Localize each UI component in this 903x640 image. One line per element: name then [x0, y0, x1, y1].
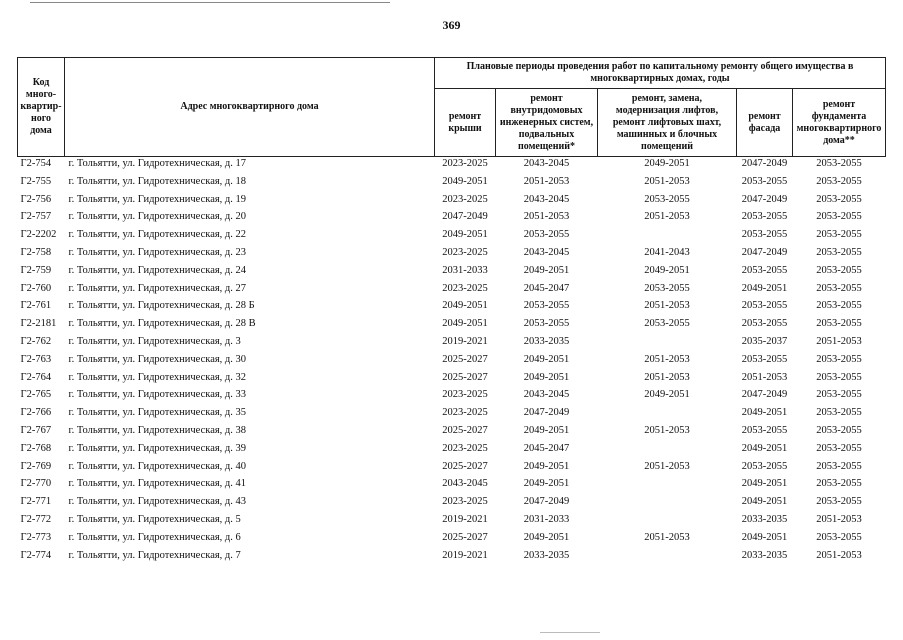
- cell-address: г. Тольятти, ул. Гидротехническая, д. 20: [68, 211, 247, 223]
- cell-code: Г2-773: [20, 531, 52, 543]
- cell-code: Г2-759: [20, 264, 52, 276]
- cell-lifts: 2051-2053: [644, 460, 690, 472]
- cell-address: г. Тольятти, ул. Гидротехническая, д. 19: [68, 193, 247, 205]
- cell-foundation: 2053-2055: [816, 424, 862, 436]
- cell-roof: 2023-2025: [442, 246, 488, 258]
- cell-lifts: 2041-2043: [644, 246, 690, 258]
- table-row: [18, 388, 886, 406]
- cell-systems: 2045-2047: [523, 282, 570, 294]
- cell-code: Г2-761: [20, 300, 52, 312]
- table-row: [18, 460, 886, 478]
- cell-systems: 2049-2051: [523, 353, 570, 365]
- cell-lifts: 2049-2051: [598, 157, 737, 175]
- cell-address: г. Тольятти, ул. Гидротехническая, д. 40: [68, 460, 247, 472]
- cell-lifts: 2051-2053: [644, 353, 690, 365]
- cell-facade: 2047-2049: [741, 246, 788, 258]
- cell-address: г. Тольятти, ул. Гидротехническая, д. 43: [68, 496, 247, 508]
- cell-foundation: 2053-2055: [816, 282, 862, 294]
- cell-facade: 2053-2055: [741, 353, 788, 365]
- cell-roof: 2031-2033: [442, 264, 488, 276]
- cell-lifts: 2049-2051: [644, 389, 690, 401]
- header-periods: Плановые периоды проведения работ по капитальному ремонту общего имущества в многоквартирных домах, годы: [435, 58, 886, 89]
- header-systems: ремонт внутридомовых инженерных систем, подвальных помещений*: [496, 89, 598, 157]
- page-number: 369: [442, 18, 461, 32]
- cell-systems: 2049-2051: [523, 264, 570, 276]
- table-row: [18, 531, 886, 549]
- table-row: [18, 513, 886, 531]
- cell-systems: 2053-2055: [523, 229, 570, 241]
- cell-roof: 2049-2051: [442, 175, 488, 187]
- cell-roof: 2025-2027: [442, 460, 488, 472]
- cell-roof: 2019-2021: [442, 335, 488, 347]
- cell-lifts: 2051-2053: [644, 211, 690, 223]
- cell-facade: 2033-2035: [741, 549, 788, 561]
- cell-lifts: 2051-2053: [644, 531, 690, 543]
- cell-systems: 2043-2045: [496, 157, 598, 175]
- bottom-mark: [540, 632, 600, 633]
- cell-systems: 2043-2045: [523, 193, 570, 205]
- cell-facade: 2051-2053: [741, 371, 788, 383]
- header-facade: ремонт фасада: [737, 89, 793, 157]
- cell-foundation: 2053-2055: [816, 478, 862, 490]
- cell-code: Г2-772: [20, 513, 52, 525]
- cell-roof: 2023-2025: [442, 407, 488, 419]
- cell-facade: 2053-2055: [741, 300, 788, 312]
- cell-lifts: [598, 549, 737, 567]
- cell-lifts: [598, 495, 737, 513]
- cell-code: Г2-770: [20, 478, 52, 490]
- cell-address: г. Тольятти, ул. Гидротехническая, д. 28 В: [68, 318, 256, 330]
- cell-roof: 2019-2021: [442, 549, 488, 561]
- cell-lifts: 2053-2055: [644, 318, 690, 330]
- cell-foundation: 2053-2055: [816, 389, 862, 401]
- cell-code: Г2-763: [20, 353, 52, 365]
- cell-foundation: 2053-2055: [816, 246, 862, 258]
- table-row: [18, 353, 886, 371]
- cell-roof: 2049-2051: [442, 318, 488, 330]
- cell-roof: 2025-2027: [442, 424, 488, 436]
- cell-roof: 2023-2025: [442, 282, 488, 294]
- cell-facade: 2047-2049: [741, 193, 788, 205]
- cell-facade: 2053-2055: [741, 460, 788, 472]
- cell-code: Г2-774: [20, 549, 52, 561]
- cell-address: г. Тольятти, ул. Гидротехническая, д. 33: [68, 389, 247, 401]
- table-row: [18, 157, 886, 175]
- cell-systems: 2043-2045: [523, 246, 570, 258]
- cell-address: г. Тольятти, ул. Гидротехническая, д. 27: [68, 282, 247, 294]
- cell-lifts: [598, 228, 737, 246]
- cell-roof: 2049-2051: [442, 229, 488, 241]
- cell-code: Г2-764: [20, 371, 52, 383]
- table-row: [18, 193, 886, 211]
- cell-code: Г2-758: [20, 246, 52, 258]
- cell-lifts: 2051-2053: [644, 371, 690, 383]
- cell-facade: 2035-2037: [741, 335, 788, 347]
- table-row: [18, 228, 886, 246]
- table-row: [18, 442, 886, 460]
- table-row: [18, 424, 886, 442]
- cell-facade: 2053-2055: [741, 264, 788, 276]
- cell-facade: 2053-2055: [741, 175, 788, 187]
- cell-roof: 2023-2025: [442, 193, 488, 205]
- cell-lifts: 2051-2053: [644, 424, 690, 436]
- table-row: [18, 406, 886, 424]
- cell-facade: 2033-2035: [741, 513, 788, 525]
- cell-code: Г2-760: [20, 282, 52, 294]
- cell-systems: 2053-2055: [523, 300, 570, 312]
- table-row: [18, 335, 886, 353]
- header-roof: ремонт крыши: [435, 89, 496, 157]
- cell-address: г. Тольятти, ул. Гидротехническая, д. 28 Б: [68, 300, 255, 312]
- cell-facade: 2049-2051: [741, 442, 788, 454]
- cell-address: г. Тольятти, ул. Гидротехническая, д. 23: [68, 246, 247, 258]
- cell-foundation: 2053-2055: [816, 442, 862, 454]
- cell-roof: 2025-2027: [442, 371, 488, 383]
- cell-code: Г2-754: [18, 157, 65, 175]
- cell-foundation: 2053-2055: [793, 157, 886, 175]
- cell-facade: 2049-2051: [741, 407, 788, 419]
- cell-lifts: 2053-2055: [644, 282, 690, 294]
- cell-roof: 2049-2051: [442, 300, 488, 312]
- header-lifts: ремонт, замена, модернизация лифтов, ремонт лифтовых шахт, машинных и блочных помещений: [598, 89, 737, 157]
- top-rule: [30, 2, 390, 3]
- cell-systems: 2049-2051: [523, 371, 570, 383]
- cell-lifts: [598, 335, 737, 353]
- cell-foundation: 2053-2055: [816, 318, 862, 330]
- cell-lifts: 2049-2051: [644, 264, 690, 276]
- header-code: Код много-квартир-ного дома: [18, 58, 65, 157]
- table-row: [18, 549, 886, 567]
- cell-foundation: 2053-2055: [816, 407, 862, 419]
- cell-address: г. Тольятти, ул. Гидротехническая, д. 41: [68, 478, 247, 490]
- cell-systems: 2051-2053: [523, 175, 570, 187]
- cell-systems: 2031-2033: [523, 513, 570, 525]
- cell-facade: 2049-2051: [741, 478, 788, 490]
- cell-address: г. Тольятти, ул. Гидротехническая, д. 24: [68, 264, 247, 276]
- cell-foundation: 2051-2053: [816, 513, 862, 525]
- cell-code: Г2-762: [20, 335, 52, 347]
- cell-foundation: 2053-2055: [816, 229, 862, 241]
- cell-roof: 2019-2021: [442, 513, 488, 525]
- cell-systems: 2051-2053: [523, 211, 570, 223]
- table-row: [18, 477, 886, 495]
- cell-facade: 2053-2055: [741, 211, 788, 223]
- cell-facade: 2047-2049: [741, 389, 788, 401]
- cell-code: Г2-755: [20, 175, 52, 187]
- cell-address: г. Тольятти, ул. Гидротехническая, д. 32: [68, 371, 247, 383]
- cell-roof: 2047-2049: [442, 211, 488, 223]
- cell-address: г. Тольятти, ул. Гидротехническая, д. 5: [68, 513, 241, 525]
- cell-systems: 2049-2051: [523, 478, 570, 490]
- cell-lifts: 2053-2055: [644, 193, 690, 205]
- cell-address: г. Тольятти, ул. Гидротехническая, д. 38: [68, 424, 247, 436]
- cell-code: Г2-766: [20, 407, 52, 419]
- cell-foundation: 2053-2055: [816, 264, 862, 276]
- cell-code: Г2-767: [20, 424, 52, 436]
- cell-systems: 2053-2055: [523, 318, 570, 330]
- cell-code: Г2-757: [20, 211, 52, 223]
- cell-code: Г2-2202: [20, 229, 57, 241]
- table-row: [18, 210, 886, 228]
- cell-systems: 2047-2049: [523, 496, 570, 508]
- cell-code: Г2-771: [20, 496, 52, 508]
- table-row: [18, 299, 886, 317]
- cell-foundation: 2053-2055: [816, 496, 862, 508]
- cell-systems: 2049-2051: [523, 460, 570, 472]
- cell-foundation: 2053-2055: [816, 353, 862, 365]
- cell-address: г. Тольятти, ул. Гидротехническая, д. 22: [68, 229, 247, 241]
- cell-foundation: 2053-2055: [816, 371, 862, 383]
- cell-address: г. Тольятти, ул. Гидротехническая, д. 7: [68, 549, 241, 561]
- cell-roof: 2023-2025: [435, 157, 496, 175]
- cell-systems: 2033-2035: [523, 549, 570, 561]
- table-row: [18, 246, 886, 264]
- cell-facade: 2049-2051: [741, 282, 788, 294]
- cell-roof: 2025-2027: [442, 353, 488, 365]
- cell-address: г. Тольятти, ул. Гидротехническая, д. 18: [68, 175, 247, 187]
- cell-code: Г2-768: [20, 442, 52, 454]
- cell-roof: 2043-2045: [442, 478, 488, 490]
- cell-systems: 2049-2051: [523, 424, 570, 436]
- cell-roof: 2023-2025: [442, 389, 488, 401]
- cell-systems: 2043-2045: [523, 389, 570, 401]
- cell-facade: 2053-2055: [741, 229, 788, 241]
- cell-lifts: [598, 442, 737, 460]
- cell-systems: 2033-2035: [523, 335, 570, 347]
- cell-address: г. Тольятти, ул. Гидротехническая, д. 17: [65, 157, 435, 175]
- header-foundation: ремонт фундамента многоквартирного дома**: [793, 89, 886, 157]
- capital-repair-table: [17, 57, 886, 566]
- cell-facade: 2053-2055: [741, 318, 788, 330]
- cell-address: г. Тольятти, ул. Гидротехническая, д. 3: [68, 335, 241, 347]
- table-body: [18, 157, 886, 567]
- cell-roof: 2023-2025: [442, 496, 488, 508]
- table-row: [18, 175, 886, 193]
- cell-lifts: 2051-2053: [644, 300, 690, 312]
- cell-foundation: 2051-2053: [816, 549, 862, 561]
- cell-facade: 2049-2051: [741, 531, 788, 543]
- cell-address: г. Тольятти, ул. Гидротехническая, д. 35: [68, 407, 247, 419]
- cell-address: г. Тольятти, ул. Гидротехническая, д. 6: [68, 531, 241, 543]
- cell-address: г. Тольятти, ул. Гидротехническая, д. 30: [68, 353, 247, 365]
- cell-foundation: 2053-2055: [816, 531, 862, 543]
- cell-lifts: [598, 477, 737, 495]
- cell-facade: 2053-2055: [741, 424, 788, 436]
- cell-foundation: 2053-2055: [816, 300, 862, 312]
- cell-code: Г2-765: [20, 389, 52, 401]
- cell-foundation: 2053-2055: [816, 211, 862, 223]
- cell-foundation: 2053-2055: [816, 175, 862, 187]
- cell-lifts: [598, 513, 737, 531]
- table-row: [18, 317, 886, 335]
- cell-roof: 2025-2027: [442, 531, 488, 543]
- cell-lifts: 2051-2053: [644, 175, 690, 187]
- cell-roof: 2023-2025: [442, 442, 488, 454]
- cell-systems: 2047-2049: [523, 407, 570, 419]
- cell-address: г. Тольятти, ул. Гидротехническая, д. 39: [68, 442, 247, 454]
- cell-systems: 2045-2047: [523, 442, 570, 454]
- cell-foundation: 2053-2055: [816, 460, 862, 472]
- cell-systems: 2049-2051: [523, 531, 570, 543]
- cell-foundation: 2053-2055: [816, 193, 862, 205]
- table-row: [18, 264, 886, 282]
- cell-code: Г2-2181: [20, 318, 57, 330]
- cell-code: Г2-756: [20, 193, 52, 205]
- header-address: Адрес многоквартирного дома: [65, 58, 435, 157]
- table-row: [18, 282, 886, 300]
- cell-code: Г2-769: [20, 460, 52, 472]
- table-row: [18, 495, 886, 513]
- cell-foundation: 2051-2053: [816, 335, 862, 347]
- cell-facade: 2047-2049: [737, 157, 793, 175]
- cell-facade: 2049-2051: [741, 496, 788, 508]
- cell-lifts: [598, 406, 737, 424]
- table-row: [18, 371, 886, 389]
